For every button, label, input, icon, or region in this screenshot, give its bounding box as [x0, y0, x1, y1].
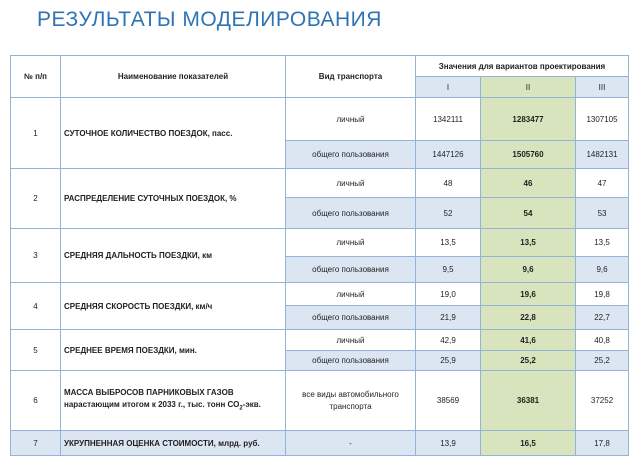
value-iii: 17,8 — [576, 431, 629, 456]
transport-cell: личный — [286, 229, 416, 257]
table-row — [11, 431, 629, 456]
value-iii: 1307105 — [576, 98, 629, 141]
row-name: РАСПРЕДЕЛЕНИЕ СУТОЧНЫХ ПОЕЗДОК, % — [61, 169, 286, 229]
row-num: 1 — [11, 98, 61, 169]
transport-cell: - — [286, 431, 416, 456]
value-ii: 25,2 — [481, 351, 576, 371]
value-i: 19,0 — [416, 283, 481, 306]
variant-i: I — [416, 77, 481, 98]
row-name-subscript: 2 — [239, 405, 243, 412]
value-ii: 54 — [481, 198, 576, 229]
row-name-tail: -экв. — [242, 399, 261, 409]
value-i: 38569 — [416, 371, 481, 431]
header-row — [11, 56, 629, 77]
value-i: 13,9 — [416, 431, 481, 456]
value-ii: 36381 — [481, 371, 576, 431]
value-ii: 16,5 — [481, 431, 576, 456]
transport-cell: общего пользования — [286, 306, 416, 330]
transport-cell: все виды автомобильного транспорта — [286, 371, 416, 431]
row-num: 7 — [11, 431, 61, 456]
value-ii: 1283477 — [481, 98, 576, 141]
table-row — [11, 283, 629, 306]
transport-cell: личный — [286, 98, 416, 141]
transport-cell: общего пользования — [286, 198, 416, 229]
value-ii: 22,8 — [481, 306, 576, 330]
table-row — [11, 169, 629, 198]
transport-cell: личный — [286, 169, 416, 198]
value-i: 21,9 — [416, 306, 481, 330]
value-ii: 9,6 — [481, 257, 576, 283]
header-num: № п/п — [11, 56, 61, 98]
value-iii: 37252 — [576, 371, 629, 431]
value-i: 52 — [416, 198, 481, 229]
value-iii: 9,6 — [576, 257, 629, 283]
row-num: 4 — [11, 283, 61, 330]
value-i: 48 — [416, 169, 481, 198]
row-name-line2: нарастающим итогом к 2033 г., тыс. тонн СО — [64, 399, 240, 409]
variant-iii: III — [576, 77, 629, 98]
transport-cell: личный — [286, 283, 416, 306]
row-name: УКРУПНЕННАЯ ОЦЕНКА СТОИМОСТИ, млрд. руб. — [61, 431, 286, 456]
value-i: 13,5 — [416, 229, 481, 257]
value-i: 25,9 — [416, 351, 481, 371]
row-name-line1: МАССА ВЫБРОСОВ ПАРНИКОВЫХ ГАЗОВ — [64, 387, 234, 397]
value-iii: 40,8 — [576, 330, 629, 351]
row-num: 5 — [11, 330, 61, 371]
value-iii: 25,2 — [576, 351, 629, 371]
value-iii: 13,5 — [576, 229, 629, 257]
value-iii: 22,7 — [576, 306, 629, 330]
row-name: СРЕДНЯЯ СКОРОСТЬ ПОЕЗДКИ, км/ч — [61, 283, 286, 330]
table-row — [11, 330, 629, 351]
value-ii: 41,6 — [481, 330, 576, 351]
value-ii: 19,6 — [481, 283, 576, 306]
transport-cell: общего пользования — [286, 141, 416, 169]
transport-cell: общего пользования — [286, 257, 416, 283]
row-name: СРЕДНЯЯ ДАЛЬНОСТЬ ПОЕЗДКИ, км — [61, 229, 286, 283]
transport-cell: общего пользования — [286, 351, 416, 371]
value-i: 1342111 — [416, 98, 481, 141]
value-iii: 1482131 — [576, 141, 629, 169]
table-row — [11, 98, 629, 141]
row-name: СРЕДНЕЕ ВРЕМЯ ПОЕЗДКИ, мин. — [61, 330, 286, 371]
row-num: 3 — [11, 229, 61, 283]
row-name: СУТОЧНОЕ КОЛИЧЕСТВО ПОЕЗДОК, пасс. — [61, 98, 286, 169]
table-row — [11, 229, 629, 257]
row-num: 6 — [11, 371, 61, 431]
value-ii: 13,5 — [481, 229, 576, 257]
page-title: РЕЗУЛЬТАТЫ МОДЕЛИРОВАНИЯ — [37, 8, 382, 31]
value-i: 9,5 — [416, 257, 481, 283]
table-row — [11, 371, 629, 431]
value-ii: 1505760 — [481, 141, 576, 169]
row-name — [61, 371, 286, 431]
variant-ii: II — [481, 77, 576, 98]
header-name: Наименование показателей — [61, 56, 286, 98]
value-ii: 46 — [481, 169, 576, 198]
results-table — [10, 55, 629, 456]
value-iii: 19,8 — [576, 283, 629, 306]
value-iii: 47 — [576, 169, 629, 198]
header-transport: Вид транспорта — [286, 56, 416, 98]
transport-cell: личный — [286, 330, 416, 351]
value-iii: 53 — [576, 198, 629, 229]
value-i: 1447126 — [416, 141, 481, 169]
row-num: 2 — [11, 169, 61, 229]
value-i: 42,9 — [416, 330, 481, 351]
header-values-caption: Значения для вариантов проектирования — [416, 56, 629, 77]
